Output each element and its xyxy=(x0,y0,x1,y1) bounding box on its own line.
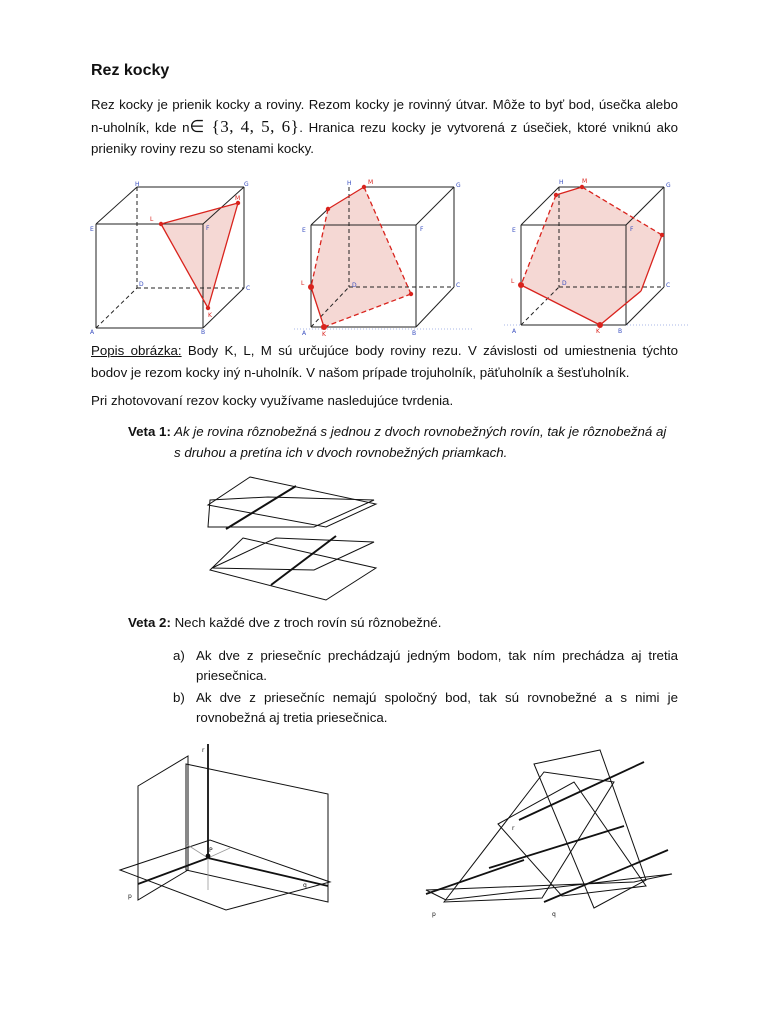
label-D: D xyxy=(139,281,144,288)
lead-text: Pri zhotovovaní rezov kocky využívame nasledujúce tvrdenia. xyxy=(91,393,454,408)
cube-figure-pentagon xyxy=(294,175,474,337)
list-item-text: Ak dve z priesečníc prechádzajú jedným bodom, tak ním prechádza aj tretia priesečnica. xyxy=(196,648,678,683)
label-p: p xyxy=(128,893,132,900)
label-r: r xyxy=(512,825,515,832)
label-q: q xyxy=(552,911,556,918)
intro-paragraph xyxy=(91,94,678,160)
list-marker: a) xyxy=(173,648,185,663)
caption-text: Body K, L, M sú určujúce body roviny rezu. V závislosti od umiestnenia týchto bodov je rezom kocky iný n-uholník. V našom prípade trojuholník, päťuholník a šesťuholník. xyxy=(91,343,678,380)
list-item xyxy=(173,688,678,728)
theorem-2-label: Veta 2: xyxy=(128,615,171,630)
label-M: M xyxy=(368,179,374,186)
label-F: F xyxy=(206,225,210,232)
label-A: A xyxy=(512,328,517,335)
label-G: G xyxy=(666,182,671,189)
caption-label: Popis obrázka: xyxy=(91,343,182,358)
theorem-1-line-1: Ak je rovina rôznobežná s jednou z dvoch rovnobežných rovín, tak je rôznobežná aj xyxy=(170,424,667,439)
label-F: F xyxy=(630,226,634,233)
label-A: A xyxy=(90,329,95,336)
label-r: r xyxy=(202,747,205,754)
set-notation: ∈ {3, 4, 5, 6} xyxy=(189,116,300,136)
label-E: E xyxy=(302,227,306,234)
label-C: C xyxy=(456,282,461,289)
section-pentagon-fill xyxy=(311,187,411,327)
parallel-planes-figure xyxy=(196,472,390,616)
list-marker: b) xyxy=(173,690,185,705)
label-D: D xyxy=(352,282,357,289)
label-P: P xyxy=(209,847,213,854)
label-K: K xyxy=(596,328,600,335)
page-title: Rez kocky xyxy=(91,62,170,79)
theorem-1-line-2: s druhou a pretína ich v dvoch rovnobežných priamkach. xyxy=(174,445,508,460)
label-p: p xyxy=(432,911,436,918)
cube-figure-triangle xyxy=(88,178,256,336)
list-item-text: Ak dve z priesečníc nemajú spoločný bod, tak sú rovnobežné a s nimi je rovnobežná aj tretia priesečnica. xyxy=(196,690,678,725)
label-K: K xyxy=(322,331,326,337)
theorem-2-list xyxy=(173,646,678,730)
label-G: G xyxy=(456,182,461,189)
theorem-1 xyxy=(128,421,678,463)
cube-figure-hexagon xyxy=(504,173,688,337)
label-C: C xyxy=(246,285,251,292)
label-H: H xyxy=(559,179,564,186)
label-D: D xyxy=(562,280,567,287)
theorem-2-text: Nech každé dve z troch rovín sú rôznobežné. xyxy=(170,615,442,630)
label-L: L xyxy=(301,280,305,287)
label-L: L xyxy=(511,278,515,285)
label-H: H xyxy=(347,180,352,187)
label-A: A xyxy=(302,330,307,337)
label-E: E xyxy=(512,227,516,234)
label-H: H xyxy=(135,181,140,188)
label-K: K xyxy=(208,312,212,319)
intro-text-2: . Hranica rezu kocky je vytvorená z úsečiek, ktoré vniknú ako prieniky roviny rezu so stenami kocky. xyxy=(91,119,678,156)
three-planes-parallel-figure xyxy=(424,742,674,924)
label-L: L xyxy=(150,216,154,223)
intro-text-1: Rez kocky je prienik kocky a roviny. Rezom kocky je rovinný útvar. Môže to byť bod, úsečka alebo n-uholník, kde n xyxy=(91,97,678,135)
label-q: q xyxy=(303,882,307,889)
label-G: G xyxy=(244,181,249,188)
theorem-1-label: Veta 1: xyxy=(128,424,171,439)
label-C: C xyxy=(666,282,671,289)
theorem-2 xyxy=(128,612,678,633)
label-F: F xyxy=(420,226,424,233)
label-E: E xyxy=(90,226,94,233)
label-B: B xyxy=(201,329,206,336)
label-B: B xyxy=(412,330,417,337)
label-B: B xyxy=(618,328,623,335)
list-item xyxy=(173,646,678,686)
label-M: M xyxy=(582,178,588,185)
three-planes-point-figure xyxy=(118,740,338,920)
label-M: M xyxy=(235,195,241,202)
figure-caption xyxy=(91,340,678,383)
